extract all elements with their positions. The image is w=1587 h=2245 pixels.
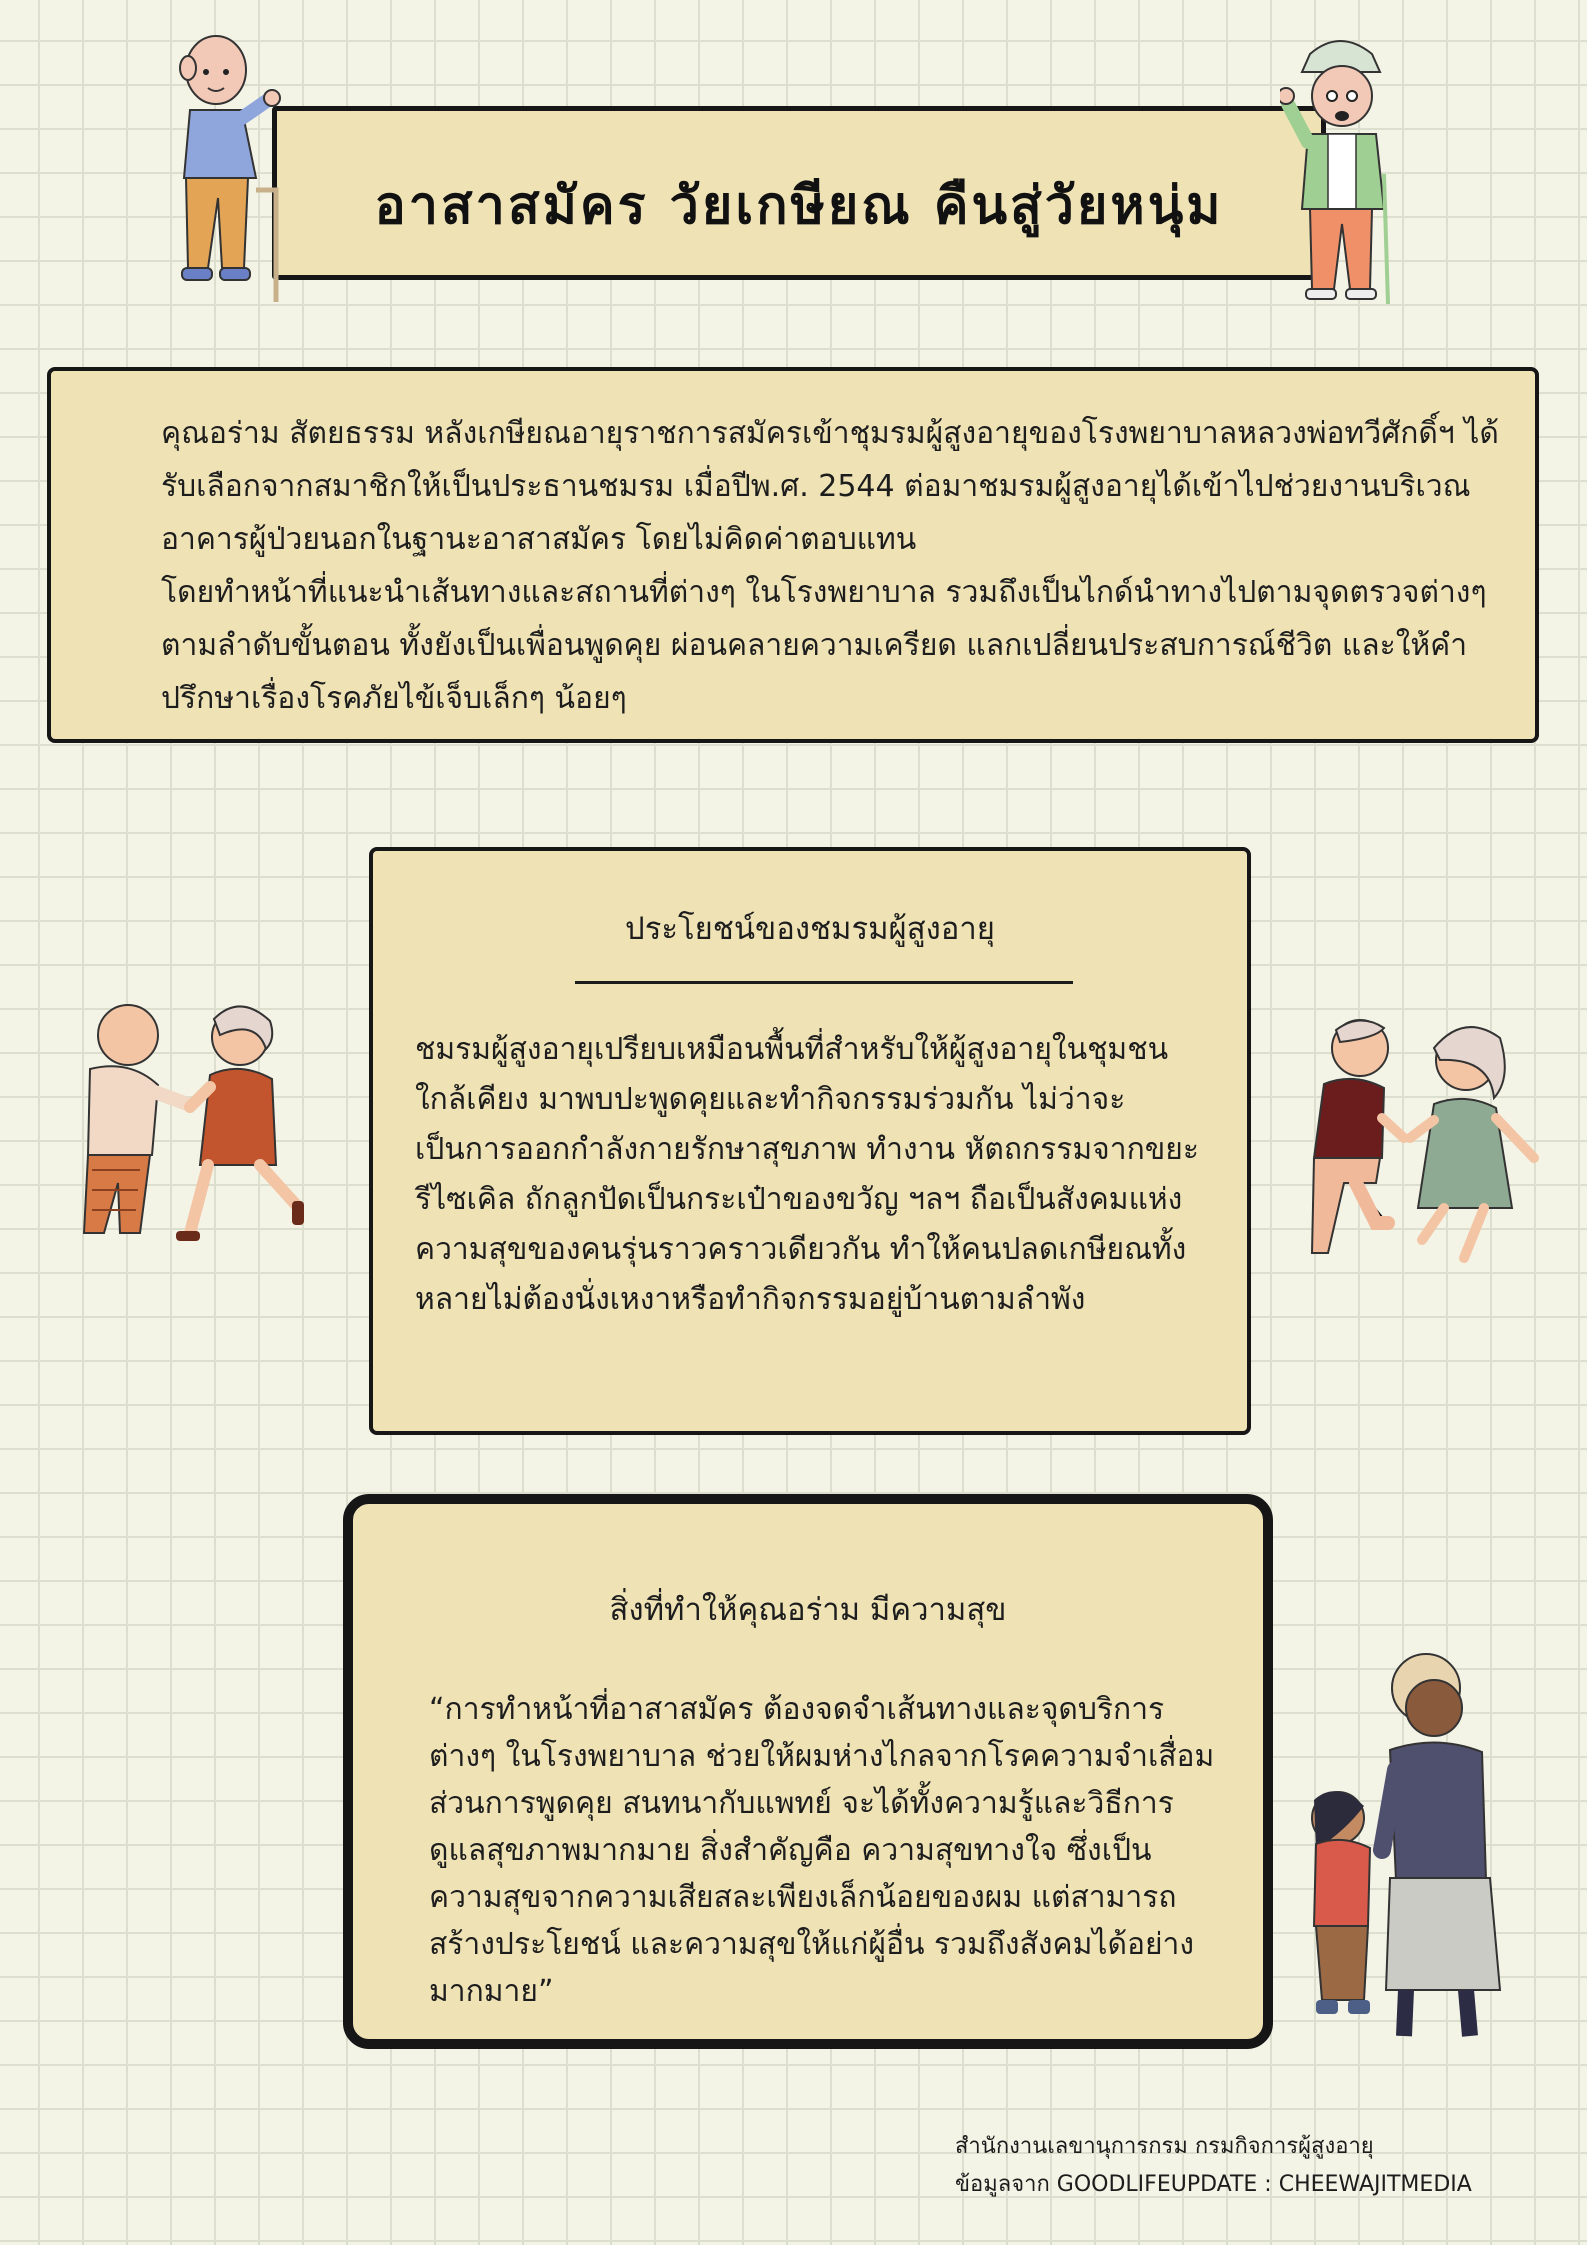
benefits-body: ชมรมผู้สูงอายุเปรียบเหมือนพื้นที่สำหรับให้ผู้สูงอายุในชุมชนใกล้เคียง มาพบปะพูดคุยและทำกิจกรรมร่วมกัน ไม่ว่าจะเป็นการออกกำลังกายรักษาสุขภาพ ทำงาน หัตถกรรมจากขยะรีไซเคิล ถักลูกปัดเป็นกระเป๋าของขวัญ ฯลฯ ถือเป็นสังคมแห่งความสุขของคนรุ่นราวคราวเดียวกัน ทำให้คนปลดเกษียณทั้งหลายไม่ต้องนั่งเหงาหรือทำกิจกรรมอยู่บ้านตามลำพัง [415,1032,1199,1317]
intro-paragraph-1: คุณอร่าม สัตยธรรม หลังเกษียณอายุราชการสมัครเข้าชุมรมผู้สูงอายุของโรงพยาบาลหลวงพ่อทวีศักดิ์ฯ ได้รับเลือกจากสมาชิกให้เป็นประธานชมรม เมื่อปีพ.ศ. 2544 ต่อมาชมรมผู้สูงอายุได้เข้าไปช่วยงานบริเวณอาคารผู้ป่วยนอกในฐานะอาสาสมัคร โดยไม่คิดค่าตอบแทน [161,416,1499,557]
intro-paragraph-2: โดยทำหน้าที่แนะนำเส้นทางและสถานที่ต่างๆ ในโรงพยาบาล รวมถึงเป็นไกด์นำทางไปตามจุดตรวจต่างๆ ตามลำดับขั้นตอน ทั้งยังเป็นเพื่อนพูดคุย ผ่อนคลายความเครียด แลกเปลี่ยนประสบการณ์ชีวิต และให้คำปรึกษาเรื่องโรคภัยไข้เจ็บเล็กๆ น้อยๆ [161,575,1487,716]
elderly-man-with-cane-illustration [168,28,288,308]
benefits-divider [575,981,1073,984]
elderly-man-with-hat-illustration [1280,24,1410,309]
happiness-title: สิ่งที่ทำให้คุณอร่าม มีความสุข [609,1592,1007,1628]
intro-panel [47,367,1539,743]
footer-source: ข้อมูลจาก GOODLIFEUPDATE : CHEEWAJITMEDIA [955,2172,1472,2197]
page-title: อาสาสมัคร วัยเกษียณ คืนสู่วัยหนุ่ม [374,176,1224,236]
elderly-couple-exercising-illustration [40,995,310,1250]
happiness-panel [343,1494,1273,2049]
benefits-title: ประโยชน์ของชมรมผู้สูงอายุ [625,911,995,947]
elderly-couple-dancing-illustration [1284,1008,1544,1273]
footer-organization: สำนักงานเลขานุการกรม กรมกิจการผู้สูงอายุ [955,2134,1374,2159]
happiness-quote: “การทำหน้าที่อาสาสมัคร ต้องจดจำเส้นทางและจุดบริการต่างๆ ในโรงพยาบาล ช่วยให้ผมห่างไกลจากโรคความจำเสื่อม ส่วนการพูดคุย สนทนากับแพทย์ จะได้ทั้งความรู้และวิธีการดูแลสุขภาพมากมาย สิ่งสำคัญคือ ความสุขทางใจ ซึ่งเป็นความสุขจากความเสียสละเพียงเล็กน้อยของผม แต่สามารถสร้างประโยชน์ และความสุขให้แก่ผู้อื่น รวมถึงสังคมได้อย่างมากมาย” [429,1692,1215,2009]
title-banner [272,106,1326,280]
benefits-panel [369,847,1251,1435]
intro-body [79,407,1509,725]
footer-credits [955,2128,1472,2204]
grandmother-and-child-illustration [1286,1640,1526,2050]
